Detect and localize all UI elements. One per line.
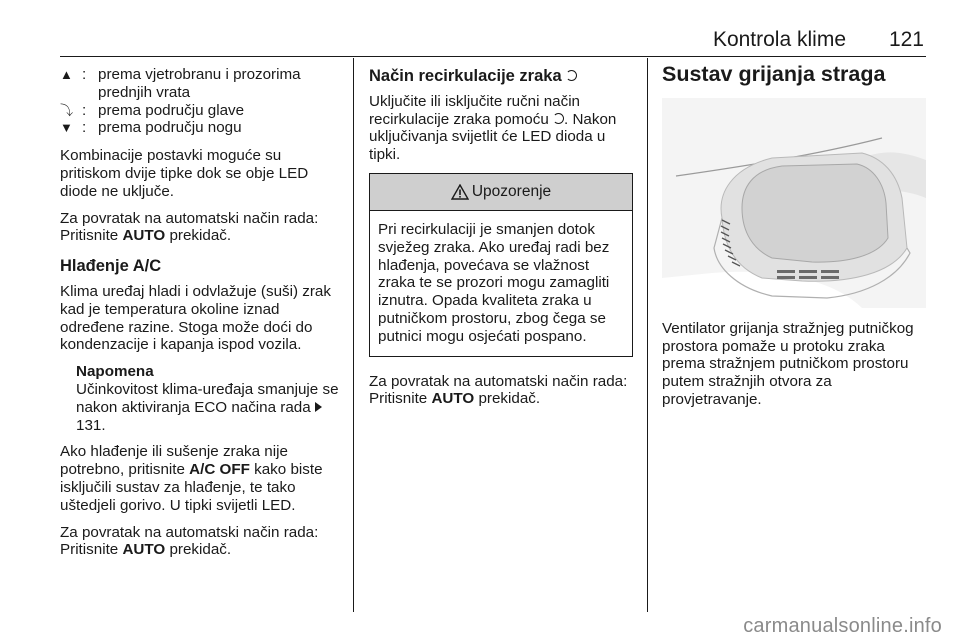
combination-paragraph: Kombinacije postavki moguće su pritiskom dvije tipke dok se obje LED diode ne uključe. [60, 147, 309, 200]
note-body: Učinkovitost klima-uređaja smanjuje se nakon aktiviranja ECO načina rada [76, 380, 339, 416]
column-1 [60, 66, 344, 568]
column-divider-2 [647, 58, 648, 612]
paragraph-text: . Nakon uključivanja svijetlit će LED dioda u tipki. [369, 110, 617, 164]
ac-off-paragraph [60, 443, 344, 514]
recirculation-paragraph [369, 93, 633, 164]
paragraph-text: kako biste isključili sustav za hlađenje, te tako uštedjeli gorivo. U tipki svijetli LED. [60, 461, 323, 514]
legend-text-head: prema području glave [98, 101, 245, 119]
legend-row-head [60, 102, 344, 120]
header-title: Kontrola klime [712, 28, 846, 51]
auto-return-paragraph [60, 210, 344, 246]
note-block [76, 363, 344, 434]
auto-key-label: AUTO [431, 390, 475, 408]
watermark: carmanualsonline.info [743, 615, 942, 637]
warning-box [369, 173, 633, 357]
auto-key-label: AUTO [122, 227, 166, 245]
paragraph-text: Za povratak na automatski način rada: Pritisnite [369, 372, 628, 408]
note-text [76, 381, 344, 434]
warning-body: Pri recirkulaciji je smanjen dotok svježeg zraka. Ako uređaj radi bez hlađenja, povećava se vlažnost zraka te se prozori mogu zamagliti iznutra. Opada kvaliteta zraka u putničkom prostoru, zbog čega se putnici mogu osjećati pospano. [378, 220, 610, 345]
rear-heating-paragraph: Ventilator grijanja stražnjeg putničkog prostora pomaže u protoku zraka prema stražnjem putničkom prostoru putem stražnjih otvora za provjetravanje. [662, 319, 914, 408]
warning-title: Upozorenje [471, 183, 552, 201]
paragraph-text: Za povratak na automatski način rada: Pritisnite [60, 523, 319, 559]
recirculation-heading [369, 68, 633, 86]
ac-off-key-label: A/C OFF [189, 461, 250, 479]
windshield-triangle-icon: ▲ [60, 67, 73, 82]
page-header [60, 24, 926, 54]
recirculation-icon [566, 70, 577, 81]
ac-cooling-heading: Hlađenje A/C [60, 257, 162, 276]
rear-heater-vent-image [662, 98, 926, 308]
paragraph-text: prekidač. [165, 541, 232, 559]
column-3 [662, 62, 928, 418]
paragraph-text: Za povratak na automatski način rada: Pritisnite [60, 209, 319, 245]
legend-row-foot [60, 119, 344, 137]
legend-text-foot: prema području nogu [98, 119, 242, 137]
paragraph-text: Ako hlađenje ili sušenje zraka nije potrebno, pritisnite [60, 443, 288, 479]
rear-vent-illustration [662, 98, 926, 308]
foot-triangle-icon: ▼ [60, 120, 73, 136]
column-divider-1 [353, 58, 354, 612]
note-label: Napomena [76, 363, 154, 381]
header-rule [60, 56, 926, 57]
legend-colon: : [82, 119, 87, 137]
page-reference-arrow-icon [315, 402, 322, 412]
auto-key-label: AUTO [122, 541, 166, 559]
page-reference[interactable]: 131. [76, 416, 106, 434]
head-area-arrow-icon: ⤵ [60, 102, 74, 118]
ac-description-paragraph: Klima uređaj hladi i odvlažuje (suši) zrak kad je temperatura okoline iznad određene razine. Stoga može doći do kondenzacije i kapanja ispod vozila. [60, 282, 331, 354]
page-number: 121 [888, 28, 924, 51]
auto-return-paragraph-2 [60, 524, 344, 560]
paragraph-text: prekidač. [165, 227, 232, 245]
paragraph-text: prekidač. [474, 390, 541, 408]
column-2 [369, 66, 633, 417]
recirculation-icon [553, 113, 564, 124]
warning-triangle-icon [451, 184, 469, 200]
legend-row-windshield [60, 66, 344, 102]
legend-text-windshield: prema vjetrobranu i prozorima prednjih vrata [98, 66, 301, 101]
rear-heating-heading: Sustav grijanja straga [662, 62, 886, 86]
paragraph-text: Uključite ili isključite ručni način recirkulacije zraka pomoću [369, 92, 581, 128]
auto-return-paragraph-3 [369, 373, 633, 409]
heading-text: Način recirkulacije zraka [369, 67, 562, 85]
warning-header [370, 174, 632, 211]
legend-colon: : [82, 66, 87, 83]
airflow-legend [60, 66, 344, 137]
legend-colon: : [82, 101, 87, 119]
